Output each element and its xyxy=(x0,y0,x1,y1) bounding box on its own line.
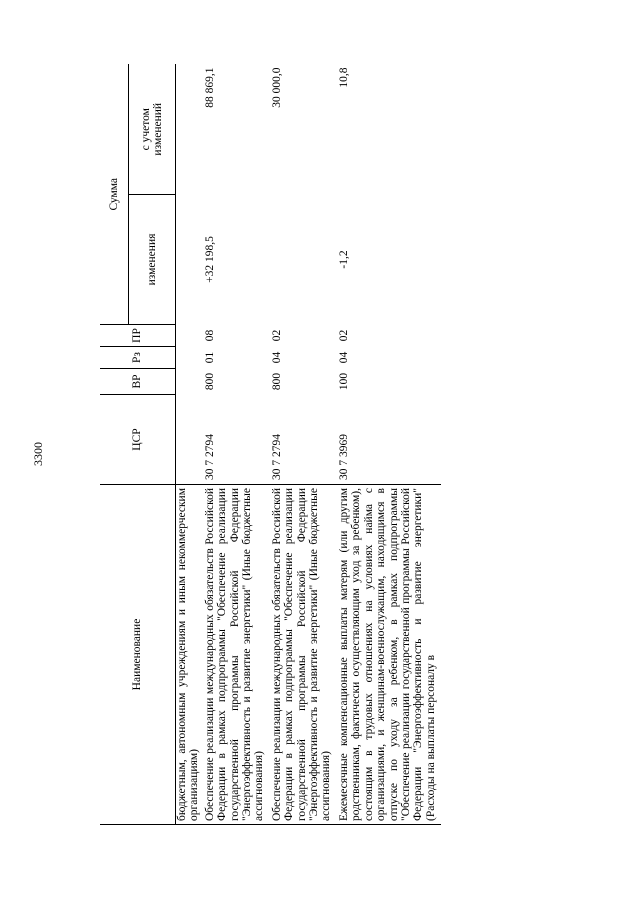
row-vr: 800 xyxy=(270,372,283,391)
table-header xyxy=(100,64,176,824)
header-with-change xyxy=(129,64,176,194)
row-total: 30 000,0 xyxy=(270,67,283,108)
header-pr: ПР xyxy=(100,325,176,347)
row-change xyxy=(270,195,337,325)
row-csr: 30 7 2794 xyxy=(203,434,216,480)
page-number: 3300 xyxy=(31,442,45,466)
row-vr: 100 xyxy=(337,372,350,391)
header-rz: Рз xyxy=(100,347,176,369)
header-with-change-line2: изменений xyxy=(152,102,164,156)
row-name: Ежемесячные компенсационные выплаты матерям (или другим родственникам, фактически осуществляющим уход за ребенком), состоящим в трудовых отношениях на условиях найма с организациями, и женщинам-военнослужащим, находящимся в отпуске по уходу за ребенком, в рамках подпрограммы "Обеспечение реализации государственной программы Российской Федерации "Энергоэффективность и развитие энергетики" (Расходы на выплаты персоналу в xyxy=(337,485,441,825)
header-with-change-line1: с учетом xyxy=(139,108,152,151)
row-rz: 01 xyxy=(203,351,216,364)
row-total: 10,8 xyxy=(337,67,350,88)
header-sum: Сумма xyxy=(100,64,129,324)
table-body xyxy=(176,64,442,824)
row-change: +32 198,5 xyxy=(203,236,216,283)
header-vr: ВР xyxy=(100,369,176,395)
row-name: бюджетным, автономным учреждениям и иным некоммерческим организациям) xyxy=(176,485,203,825)
row-csr: 30 7 3969 xyxy=(337,434,350,480)
header-csr: ЦСР xyxy=(100,395,176,485)
row-vr: 800 xyxy=(203,372,216,391)
row-pr: 02 xyxy=(270,329,283,342)
table-row xyxy=(176,64,203,824)
rotated-table-container xyxy=(100,65,570,825)
table-row xyxy=(337,64,441,824)
row-rz: 04 xyxy=(337,351,350,364)
row-total: 88 869,1 xyxy=(203,67,216,108)
row-name: Обеспечение реализации международных обязательств Российской Федерации в рамках подпрограммы "Обеспечение реализации государственной программы Российской Федерации "Энергоэффективность и развитие энергетики" (Иные бюджетные ассигнования) xyxy=(270,485,337,825)
row-rz: 04 xyxy=(270,351,283,364)
table-row xyxy=(203,64,270,824)
table-row xyxy=(270,64,337,824)
row-name: Обеспечение реализации международных обязательств Российской Федерации в рамках подпрограммы "Обеспечение реализации государственной программы Российской Федерации "Энергоэффективность и развитие энергетики" (Иные бюджетные ассигнования) xyxy=(203,485,270,825)
budget-table xyxy=(100,64,441,825)
header-name: Наименование xyxy=(100,485,176,825)
row-change: -1,2 xyxy=(337,250,350,269)
row-csr: 30 7 2794 xyxy=(270,434,283,480)
header-change: изменения xyxy=(129,195,176,325)
row-pr: 02 xyxy=(337,329,350,342)
row-pr: 08 xyxy=(203,329,216,342)
